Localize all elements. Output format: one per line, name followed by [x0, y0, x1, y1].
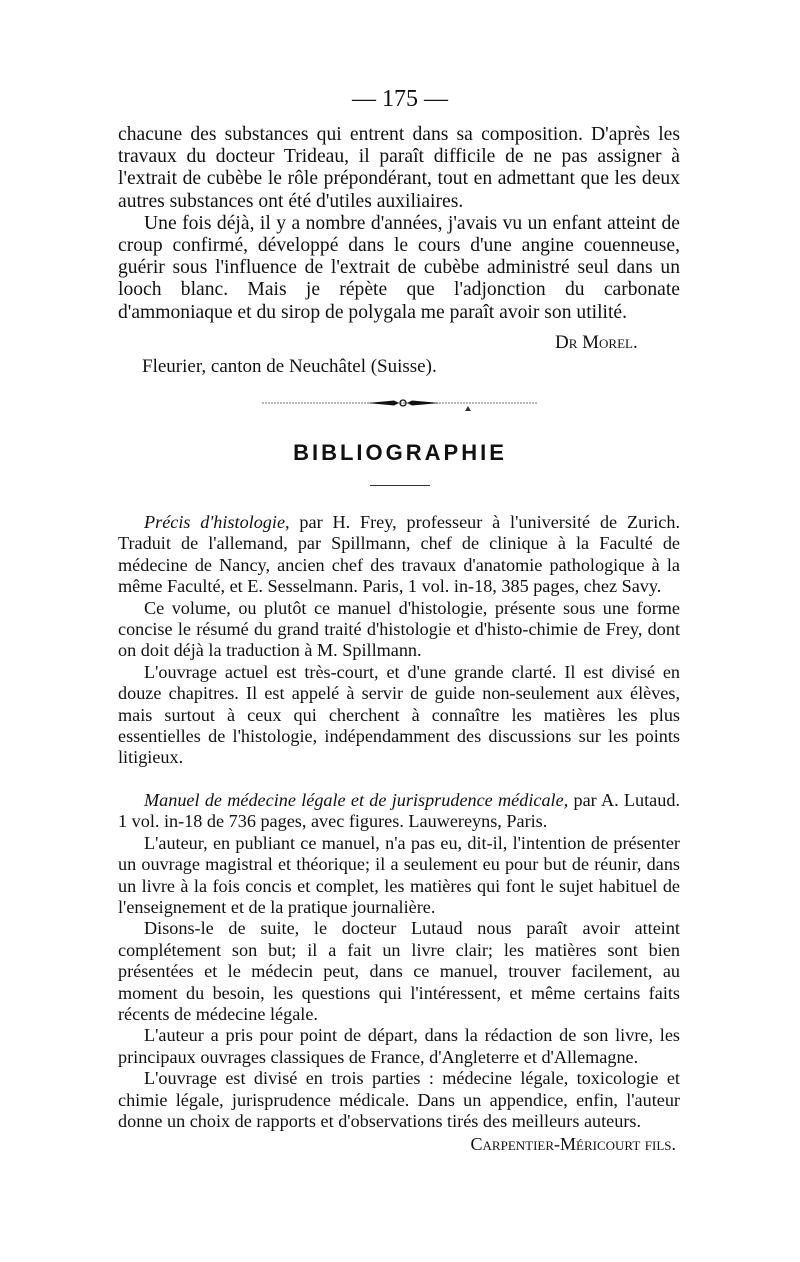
divider — [370, 485, 430, 486]
review-intro — [118, 512, 680, 598]
review-paragraph: Disons-le de suite, le docteur Lutaud nous paraît avoir atteint complétement son but; il a fait un livre clair; les matières sont bien présentées et le médecin peut, dans ce manuel, trouver facilement, au moment du besoin, les questions qui l'intéressent, et même certains faits récents de médecine légale. — [118, 918, 680, 1025]
review-signature: Carpentier-Méricourt fils. — [470, 1133, 676, 1154]
book-title: Manuel de médecine légale et de jurisprudence médicale, — [144, 790, 569, 810]
review-paragraph: L'auteur a pris pour point de départ, dans la rédaction de son livre, les principaux ouvrages classiques de France, d'Angleterre et d'Allemagne. — [118, 1025, 680, 1067]
review-paragraph: L'ouvrage est divisé en trois parties : médecine légale, toxicologie et chimie légale, jurisprudence médicale. Dans un appendice, enfin, l'auteur donne un choix de rapports et d'observations tirés des meilleurs auteurs. — [118, 1068, 680, 1132]
page-number: — 175 — — [352, 86, 448, 112]
review-paragraph: L'auteur, en publiant ce manuel, n'a pas eu, dit-il, l'intention de présenter un ouvrage magistral et théorique; il a seulement eu pour but de réunir, dans un livre à la fois concis et complet, les matières qui font le sujet habituel de l'enseignement et de la pratique journalière. — [118, 832, 680, 918]
article-paragraph: Une fois déjà, il y a nombre d'années, j'avais vu un enfant atteint de croup confirmé, développé dans le cours d'une angine couenneuse, guérir sous l'influence de l'extrait de cubèbe administré seul dans un looch blanc. Mais je répète que l'adjonction du carbonate d'ammoniaque et du sirop de polygala me paraît avoir son utilité. — [118, 212, 680, 323]
review-intro — [118, 790, 680, 833]
review-paragraph: L'ouvrage actuel est très-court, et d'une grande clarté. Il est divisé en douze chapitres. Il est appelé à servir de guide non-seulement aux élèves, mais surtout à ceux qui cherchent à connaître les matières les plus essentielles de l'histologie, indépendamment des discussions sur les points litigieux. — [118, 661, 680, 768]
article-paragraph: chacune des substances qui entrent dans sa composition. D'après les travaux du docteur Trideau, il paraît difficile de ne pas assigner à l'extrait de cubèbe le rôle prépondérant, tout en admettant que les deux autres substances ont été d'utiles auxiliaires. — [118, 124, 680, 212]
review-paragraph: Ce volume, ou plutôt ce manuel d'histologie, présente sous une forme concise le résumé du grand traité d'histologie et d'histo-chimie de Frey, dont on doit déjà la traduction à M. Spillmann. — [118, 597, 680, 661]
ornamental-separator — [262, 393, 538, 413]
review-intro-text: par A. Lutaud. 1 vol. in-18 de 736 pages, avec figures. Lauwereyns, Paris. — [118, 790, 680, 832]
article-location: Fleurier, canton de Neuchâtel (Suisse). — [142, 356, 437, 377]
article-end — [118, 124, 680, 324]
section-title: BIBLIOGRAPHIE — [293, 440, 507, 465]
review-intro-text: par H. Frey, professeur à l'université de Zurich. Traduit de l'allemand, par Spillmann, chef de clinique à la Faculté de médecine de Nancy, ancien chef des travaux d'anatomie pathologique à la même Faculté, et E. Sesselmann. Paris, 1 vol. in-18, 385 pages, chez Savy. — [118, 512, 680, 597]
review-precis-histologie — [118, 512, 680, 769]
book-title: Précis d'histologie, — [144, 512, 290, 532]
article-signature: Dr Morel. — [555, 332, 638, 353]
review-manuel-medecine-legale — [118, 790, 680, 1155]
